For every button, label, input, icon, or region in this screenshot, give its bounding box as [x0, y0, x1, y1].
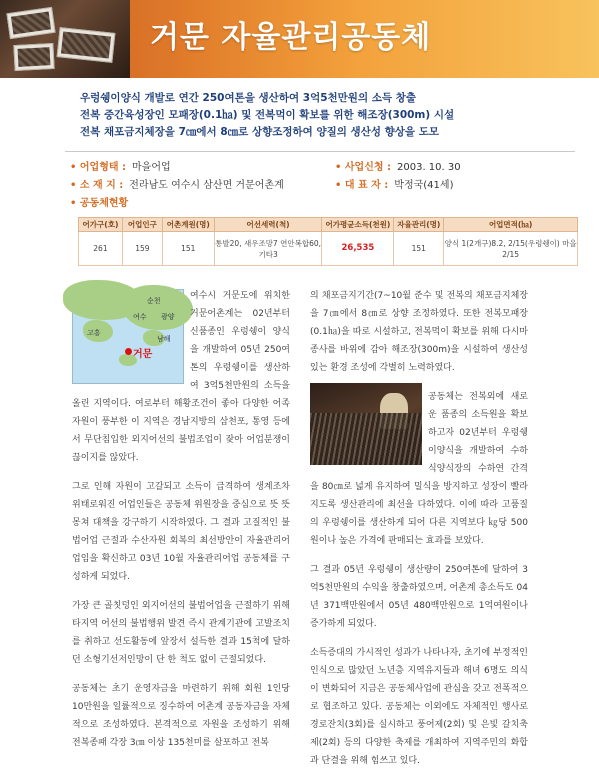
- map-label: 고흥: [87, 329, 101, 337]
- highlight-summary: [80, 90, 590, 141]
- info-value: 마을어업: [132, 162, 171, 173]
- body-column-left: [72, 287, 290, 763]
- table-header-row: [79, 218, 578, 232]
- paragraph: 가장 큰 골칫덩인 외지어선의 불법어업을 근절하기 위해 타지역 어선의 불법행위 발견 즉시 관계기관에 고발조치를 취하고 선도활동에 앞장서 설득한 결과 15척에 달하던 소형기선저인망이 단 한 척도 없이 근절되었다.: [72, 601, 290, 665]
- paragraph-text: 여수시 거문도에 위치한 거문어촌계는 02년부터 신품종인 우렁쉥이 양식을 개발하여 05년 250여톤의 우렁쉥이를 생산하여 3억5천만원의 소득을 올린 지역이다. 여로부터 해황조건이 좋아 다양한 어족자원이 풍부한 이 지역은 경남지방의 삼천포, 통영 등에서 무단침입한 외지어선의 불법조업이 잦아 어업분쟁이 끊이지를 않았다.: [72, 291, 290, 463]
- info-value: 2003. 10. 30: [397, 162, 461, 173]
- map-label: 순천: [147, 297, 161, 305]
- highlight-line: 전복 채포금지체장을 7㎝에서 8㎝로 상향조정하여 양질의 생산성 향상을 도모: [80, 126, 440, 138]
- section-divider: [65, 151, 575, 152]
- paragraph: 그 결과 05년 우렁쉥이 생산량이 250여톤에 달하여 3억5천만원의 수익을 창출하였으며, 어촌계 총소득도 04년 371백만원에서 05년 480백만원으로 1억여원이나 증가하게 되었다.: [310, 565, 528, 629]
- table-cell: 151: [162, 232, 214, 266]
- highlight-line: 우렁쉥이양식 개발로 연간 250여톤을 생산하여 3억5천만원의 소득 창출: [80, 92, 416, 104]
- page-title: 거문 자율관리공동체: [150, 20, 432, 55]
- table-cell: 26,535: [322, 232, 394, 266]
- table-cell: 통발20, 새우조망7 연안복합60, 기타3: [214, 232, 322, 266]
- table-cell: 151: [394, 232, 444, 266]
- oyster-crate-image: [57, 27, 116, 63]
- table-header-cell: 어업면적(㏊): [444, 218, 578, 232]
- info-address: [70, 178, 284, 194]
- map-main-label: 거문: [133, 349, 153, 360]
- paragraph: 소득증대의 가시적인 성과가 나타나자, 초기에 부정적인 인식으로 많았던 노년층 지역유지들과 해녀 6명도 의식이 변화되어 지금은 공동체사업에 관심을 갖고 전폭적으로 협조하고 있다. 공동체는 이외에도 자체적인 행사로 경로잔치(3회)를 실시하고 풍어제(2회) 및 은빛 갈치축제(2회) 등의 다양한 축제를 개최하여 지역주민의 화합과 단결을 위해 힘쓰고 있다.: [310, 648, 528, 766]
- info-label: • 사업신청 :: [335, 162, 391, 173]
- table-header-cell: 어가구(호): [79, 218, 123, 232]
- info-label: • 어업형태 :: [70, 162, 126, 173]
- highlight-line: 전복 중간육성장인 모패장(0.1㏊) 및 전복먹이 확보를 위한 해조장(300m) 시설: [80, 109, 455, 121]
- oyster-crate-image: [13, 43, 54, 71]
- info-value: 전라남도 여수시 삼산면 거문어촌계: [129, 180, 284, 191]
- map-label: 남해: [157, 335, 171, 343]
- table-header-cell: 어가평균소득(천원): [322, 218, 394, 232]
- paragraph: [72, 287, 290, 467]
- table-cell: 159: [122, 232, 162, 266]
- table-header-cell: 어선세력(척): [214, 218, 322, 232]
- paragraph: 그로 인해 자원이 고갈되고 소득이 급격하여 생계조차 위태로워진 어업인들은 공동체 위원장을 중심으로 뜻 뜻 몽쳐 대책을 강구하기 시작하였다. 그 결과 고질적인 불법어업 근절과 수산자원 회복의 최선방안이 자율관리어업임을 확신하고 03년 10월 자율관리어업 공동체를 구성하게 되었다.: [72, 482, 290, 582]
- paragraph: [310, 388, 528, 550]
- map-label: 여수: [133, 313, 147, 321]
- info-application-date: [335, 160, 461, 176]
- table-row: [79, 232, 578, 266]
- map-label: 광양: [161, 313, 175, 321]
- table-header-cell: 어업인구: [122, 218, 162, 232]
- oyster-crate-image: [6, 7, 55, 39]
- info-label: • 소 재 지 :: [70, 180, 124, 191]
- header-banner: [0, 0, 599, 78]
- paragraph-text: 공동체는 전복외에 새로운 품종의 소득원을 확보하고자 02년부터 우렁쉥이양식을 개발하여 수하식양식장의 수하연 간격을 80㎝로 넓게 유지하여 밀식을 방지하고 성장이 빨라지도록 생산관리에 최선을 다하였다. 이에 따라 고품질의 우렁쉥이를 생산하게 되어 다른 지역보다 ㎏당 500원이나 높은 가격에 판매되는 효과를 보았다.: [310, 392, 528, 546]
- community-status-table: [78, 217, 578, 266]
- info-fishery-type: [70, 160, 171, 176]
- info-label: • 대 표 자 :: [335, 180, 389, 191]
- table-cell: 양식 1(2개구)8.2, 2/15(우렁쉥이) 마을 2/15: [444, 232, 578, 266]
- info-value: 박정국(41세): [394, 180, 454, 191]
- info-status-heading: [70, 196, 128, 212]
- table-cell: 261: [79, 232, 123, 266]
- paragraph: 공동체는 초기 운영자금을 마련하기 위해 회원 1인당 10만원을 일률적으로 징수하여 어촌계 공동자금을 자체적으로 조성하였다. 본격적으로 자원을 조성하기 위해 전복종패 각장 3㎝ 이상 135천미를 살포하고 전복: [72, 684, 290, 748]
- info-representative: [335, 178, 453, 194]
- paragraph: 의 채포금지기간(7~10월 준수 및 전복의 채포금지체장을 7㎝에서 8㎝로 상향 조정하였다. 또한 전복모패장(0.1㏊)을 따로 시설하고, 전복먹이 확보를 위해 다시마종사를 바위에 감아 해조장(300m)을 시설하여 생산성있는 환경 조성에 각별히 노력하였다.: [310, 291, 528, 373]
- body-column-right: [310, 287, 528, 781]
- table-header-cell: 어촌계원(명): [162, 218, 214, 232]
- info-label: • 공동체현황: [70, 198, 129, 209]
- table-header-cell: 자율관리(명): [394, 218, 444, 232]
- header-photo: [0, 0, 130, 78]
